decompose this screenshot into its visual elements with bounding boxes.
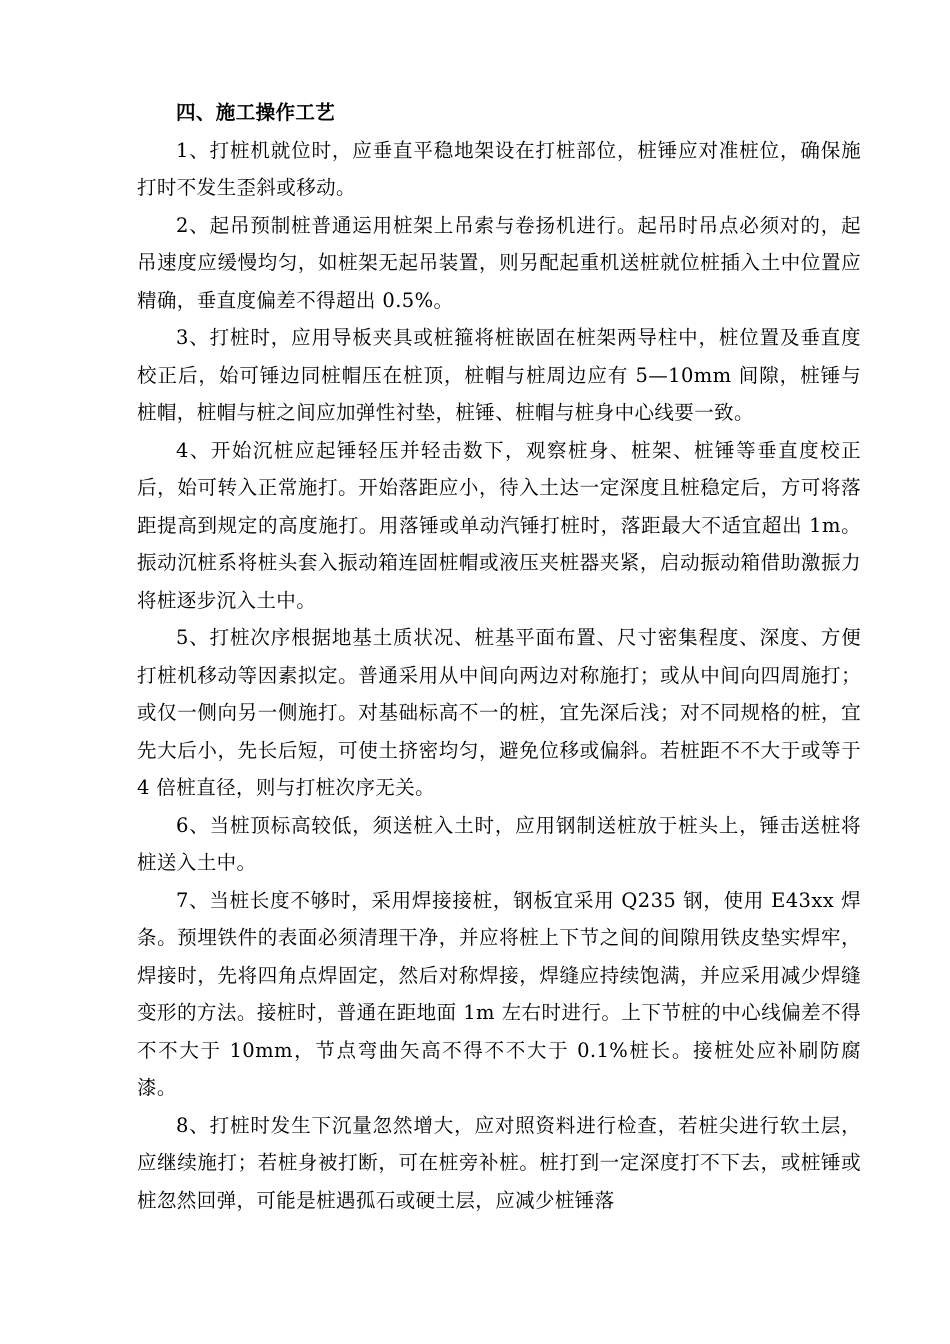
document-page xyxy=(137,94,861,1219)
paragraph-2: 2、起吊预制桩普通运用桩架上吊索与卷扬机进行。起吊时吊点必须对的，起吊速度应缓慢均匀，如桩架无起吊装置，则另配起重机送桩就位桩插入土中位置应精确，垂直度偏差不得超出 0.5%。 xyxy=(137,213,861,312)
paragraph-5: 5、打桩次序根据地基土质状况、桩基平面布置、尺寸密集程度、深度、方便打桩机移动等因素拟定。普通采用从中间向两边对称施打；或从中间向四周施打；或仅一侧向另一侧施打。对基础标高不一的桩，宜先深后浅；对不同规格的桩，宜先大后小，先长后短，可使土挤密均匀，避免位移或偏斜。若桩距不不大于或等于 4 倍桩直径，则与打桩次序无关。 xyxy=(137,626,861,799)
paragraph-4: 4、开始沉桩应起锤轻压并轻击数下，观察桩身、桩架、桩锤等垂直度校正后，始可转入正常施打。开始落距应小，待入土达一定深度且桩稳定后，方可将落距提高到规定的高度施打。用落锤或单动汽锤打桩时，落距最大不适宜超出 1m。振动沉桩系将桩头套入振动箱连固桩帽或液压夹桩器夹紧，启动振动箱借助激振力将桩逐步沉入土中。 xyxy=(137,438,861,612)
section-heading: 四、施工操作工艺 xyxy=(176,101,336,124)
paragraph-8: 8、打桩时发生下沉量忽然增大，应对照资料进行检查，若桩尖进行软土层，应继续施打；若桩身被打断，可在桩旁补桩。桩打到一定深度打不下去，或桩锤或桩忽然回弹，可能是桩遇孤石或硬土层，应减少桩锤落 xyxy=(137,1113,861,1212)
paragraph-3: 3、打桩时，应用导板夹具或桩箍将桩嵌固在桩架两导柱中，桩位置及垂直度校正后，始可锤边同桩帽压在桩顶，桩帽与桩周边应有 5—10mm 间隙，桩锤与桩帽，桩帽与桩之间应加弹性衬垫，桩锤、桩帽与桩身中心线要一致。 xyxy=(137,326,861,424)
paragraph-1: 1、打桩机就位时，应垂直平稳地架设在打桩部位，桩锤应对准桩位，确保施打时不发生歪斜或移动。 xyxy=(137,138,861,199)
paragraph-6: 6、当桩顶标高较低，须送桩入土时，应用钢制送桩放于桩头上，锤击送桩将桩送入土中。 xyxy=(137,813,861,874)
paragraph-7: 7、当桩长度不够时，采用焊接接桩，钢板宜采用 Q235 钢，使用 E43xx 焊条。预埋铁件的表面必须清理干净，并应将桩上下节之间的间隙用铁皮垫实焊牢，焊接时，先将四角点焊固定，然后对称焊接，焊缝应持续饱满，并应采用减少焊缝变形的方法。接桩时，普通在距地面 1m 左右时进行。上下节桩的中心线偏差不得不不大于 10mm，节点弯曲矢高不得不不大于 0.1%桩长。接桩处应补刷防腐漆。 xyxy=(137,888,861,1099)
